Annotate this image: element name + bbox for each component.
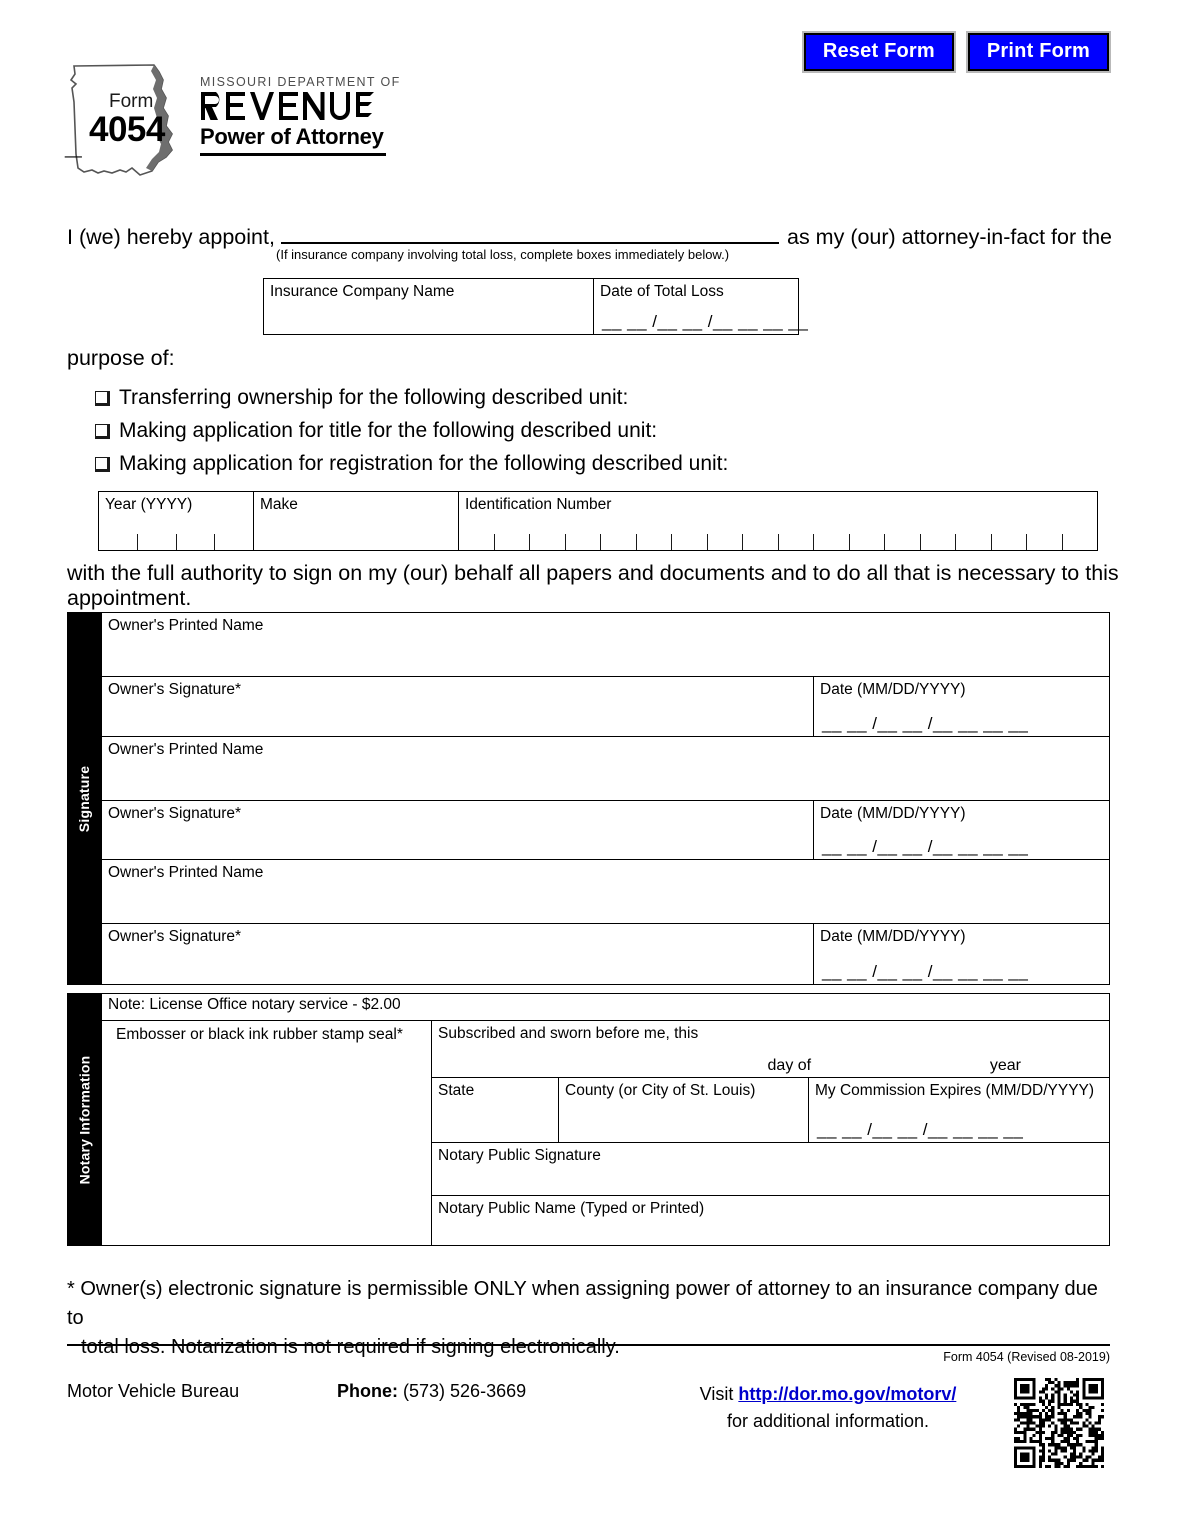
comb-cell[interactable] xyxy=(779,534,815,550)
comb-cell[interactable] xyxy=(672,534,708,550)
revenue-logotype-icon xyxy=(200,90,375,122)
notary-rows xyxy=(101,993,1110,1246)
signature-date-input[interactable]: __ __ /__ __ /__ __ __ __ xyxy=(822,962,1029,982)
owner-signature-label: Owner's Signature* xyxy=(108,680,242,698)
notary-state-county-row xyxy=(432,1078,1109,1143)
vehicle-year-comb-field[interactable] xyxy=(99,534,253,550)
notary-commission-expires-cell[interactable] xyxy=(809,1078,1109,1142)
form-dash-mark: _ xyxy=(65,128,82,161)
vehicle-year-label: Year (YYYY) xyxy=(105,496,193,513)
comb-cell[interactable] xyxy=(637,534,673,550)
comb-cell[interactable] xyxy=(708,534,744,550)
owner-signature-cell-1[interactable] xyxy=(102,677,813,736)
purpose-heading: purpose of: xyxy=(67,346,175,370)
footnote-line-1: * Owner(s) electronic signature is permissible ONLY when assigning power of attorney to an insurance company due to xyxy=(67,1278,1098,1329)
electronic-signature-footnote xyxy=(67,1275,1107,1362)
comb-cell[interactable] xyxy=(99,534,138,550)
owner-printed-name-label: Owner's Printed Name xyxy=(108,740,264,758)
comb-cell[interactable] xyxy=(1063,534,1098,550)
comb-cell[interactable] xyxy=(956,534,992,550)
notary-fee-note-row xyxy=(102,994,1109,1021)
signature-date-label: Date (MM/DD/YYYY) xyxy=(820,804,966,822)
owner-printed-name-row xyxy=(102,737,1109,801)
signature-section-band xyxy=(67,612,101,985)
comb-cell[interactable] xyxy=(138,534,177,550)
form-title: Power of Attorney xyxy=(200,124,386,156)
appointment-trail-text: as my (our) attorney-in-fact for the xyxy=(787,225,1112,249)
checkbox-icon[interactable] xyxy=(95,391,110,406)
notary-detail-column xyxy=(432,1021,1109,1245)
notary-public-name-label: Notary Public Name (Typed or Printed) xyxy=(438,1200,705,1217)
insurance-company-name-label: Insurance Company Name xyxy=(270,283,455,300)
notary-section-band xyxy=(67,993,101,1246)
revenue-wordmark xyxy=(200,58,401,156)
purpose-option-label: Transferring ownership for the following described unit: xyxy=(119,386,629,409)
signature-band-label: Signature xyxy=(76,765,92,832)
phone-block xyxy=(337,1378,642,1402)
owner-printed-name-cell-2[interactable] xyxy=(102,737,1109,800)
form-number-label: 4054 xyxy=(89,110,165,149)
state-label: State xyxy=(438,1082,475,1099)
sworn-day-year-labels xyxy=(432,1057,1109,1075)
insurance-company-name-cell[interactable] xyxy=(264,279,594,334)
signature-date-label: Date (MM/DD/YYYY) xyxy=(820,680,966,698)
visit-website-block xyxy=(642,1378,1014,1435)
notary-main-area xyxy=(102,1021,1109,1245)
checkbox-icon[interactable] xyxy=(95,457,110,472)
owner-printed-name-label: Owner's Printed Name xyxy=(108,864,264,882)
comb-cell[interactable] xyxy=(992,534,1028,550)
purpose-option-label: Making application for title for the following described unit: xyxy=(119,419,658,442)
form-revision-tag: Form 4054 (Revised 08-2019) xyxy=(943,1350,1110,1364)
revenue-logotype xyxy=(200,90,401,122)
comb-cell[interactable] xyxy=(530,534,566,550)
day-of-label: day of xyxy=(767,1057,812,1074)
owner-printed-name-cell-3[interactable] xyxy=(102,860,1109,923)
notary-county-cell[interactable] xyxy=(559,1078,809,1142)
commission-expires-input[interactable]: __ __ /__ __ /__ __ __ __ xyxy=(817,1120,1024,1139)
authority-statement: with the full authority to sign on my (our) behalf all papers and documents and to do all that is necessary to this appointment. xyxy=(67,561,1119,610)
commission-expires-label: My Commission Expires (MM/DD/YYYY) xyxy=(815,1082,1095,1099)
vehicle-description-table xyxy=(98,491,1098,551)
owner-printed-name-row xyxy=(102,613,1109,677)
form-header xyxy=(62,58,401,180)
purpose-option-label: Making application for registration for the following described unit: xyxy=(119,452,729,475)
bureau-name: Motor Vehicle Bureau xyxy=(67,1381,240,1401)
vehicle-identification-number-cell[interactable] xyxy=(459,492,1097,550)
owner-printed-name-label: Owner's Printed Name xyxy=(108,617,264,634)
owner-signature-label: Owner's Signature* xyxy=(108,804,242,822)
owner-signature-label: Owner's Signature* xyxy=(108,928,242,946)
owner-signature-row xyxy=(102,677,1109,737)
form-action-buttons xyxy=(804,33,1109,71)
vehicle-vin-label: Identification Number xyxy=(465,496,612,513)
print-form-button[interactable]: Print Form xyxy=(968,33,1109,71)
sworn-statement-label: Subscribed and sworn before me, this xyxy=(438,1025,699,1042)
notary-seal-cell[interactable] xyxy=(102,1021,432,1245)
footer-contact-bar xyxy=(67,1378,1110,1468)
date-of-total-loss-cell[interactable] xyxy=(594,279,809,334)
purpose-option-application-registration[interactable] xyxy=(95,452,728,476)
notary-seal-label: Embosser or black ink rubber stamp seal* xyxy=(116,1026,403,1043)
owner-signature-date-cell-3[interactable] xyxy=(813,924,1109,984)
owner-signature-date-cell-1[interactable] xyxy=(813,677,1109,736)
purpose-option-application-title[interactable] xyxy=(95,419,728,443)
comb-cell[interactable] xyxy=(601,534,637,550)
vehicle-make-cell[interactable] xyxy=(254,492,459,550)
comb-cell[interactable] xyxy=(814,534,850,550)
signature-section xyxy=(67,612,1110,985)
footnote-line-2: total loss. Notarization is not required if signing electronically. xyxy=(81,1336,620,1358)
purpose-option-transfer-ownership[interactable] xyxy=(95,386,728,410)
checkbox-icon[interactable] xyxy=(95,424,110,439)
owner-signature-cell-2[interactable] xyxy=(102,801,813,860)
notary-band-label: Notary Information xyxy=(76,1055,93,1184)
owner-signature-row xyxy=(102,801,1109,861)
comb-cell[interactable] xyxy=(850,534,886,550)
county-label: County (or City of St. Louis) xyxy=(565,1082,756,1099)
owner-printed-name-cell-1[interactable] xyxy=(102,613,1109,676)
dor-website-link[interactable]: http://dor.mo.gov/motorv/ xyxy=(738,1384,957,1404)
qr-code-block xyxy=(1014,1378,1110,1468)
comb-cell[interactable] xyxy=(1027,534,1063,550)
visit-suffix: for additional information. xyxy=(726,1411,930,1431)
vehicle-vin-comb-field[interactable] xyxy=(459,534,1097,550)
attorney-in-fact-input[interactable] xyxy=(281,222,779,244)
insurance-info-table xyxy=(263,278,809,335)
date-of-total-loss-input[interactable]: __ __ /__ __ /__ __ __ __ xyxy=(602,312,809,331)
signature-rows xyxy=(101,612,1110,985)
comb-cell[interactable] xyxy=(495,534,531,550)
comb-cell[interactable] xyxy=(215,534,253,550)
notary-fee-note: Note: License Office notary service - $2.00 xyxy=(108,996,401,1013)
notary-public-signature-cell[interactable] xyxy=(432,1143,1109,1196)
reset-form-button[interactable]: Reset Form xyxy=(804,33,954,71)
comb-cell[interactable] xyxy=(743,534,779,550)
comb-cell[interactable] xyxy=(177,534,216,550)
year-label: year xyxy=(989,1057,1021,1074)
appointment-line xyxy=(67,222,1112,250)
notary-state-cell[interactable] xyxy=(432,1078,559,1142)
sworn-statement-cell[interactable] xyxy=(432,1021,1109,1078)
comb-cell[interactable] xyxy=(459,534,495,550)
insurance-instruction-note: (If insurance company involving total loss, complete boxes immediately below.) xyxy=(276,247,730,262)
qr-code-icon xyxy=(1014,1378,1104,1468)
date-of-total-loss-label: Date of Total Loss xyxy=(600,283,724,300)
phone-number: (573) 526-3669 xyxy=(403,1381,527,1401)
notary-section xyxy=(67,993,1110,1246)
signature-date-input[interactable]: __ __ /__ __ /__ __ __ __ xyxy=(822,713,1029,733)
department-label: MISSOURI DEPARTMENT OF xyxy=(200,75,401,89)
appointment-lead-text: I (we) hereby appoint, xyxy=(67,225,275,249)
comb-cell[interactable] xyxy=(921,534,957,550)
footer-divider xyxy=(67,1344,1110,1346)
missouri-state-outline-logo xyxy=(62,58,192,180)
owner-signature-cell-3[interactable] xyxy=(102,924,813,984)
purpose-checkbox-group xyxy=(95,386,728,485)
signature-date-input[interactable]: __ __ /__ __ /__ __ __ __ xyxy=(822,837,1029,857)
visit-prefix: Visit xyxy=(699,1384,734,1404)
vehicle-year-cell[interactable] xyxy=(99,492,254,550)
notary-public-name-cell[interactable] xyxy=(432,1196,1109,1245)
form-word-label: Form xyxy=(109,91,154,112)
owner-signature-row xyxy=(102,924,1109,984)
phone-label: Phone: xyxy=(337,1381,398,1401)
owner-signature-date-cell-2[interactable] xyxy=(813,801,1109,860)
owner-printed-name-row xyxy=(102,860,1109,924)
comb-cell[interactable] xyxy=(566,534,602,550)
notary-public-signature-label: Notary Public Signature xyxy=(438,1147,601,1164)
vehicle-make-label: Make xyxy=(260,496,298,513)
signature-date-label: Date (MM/DD/YYYY) xyxy=(820,928,966,946)
comb-cell[interactable] xyxy=(885,534,921,550)
